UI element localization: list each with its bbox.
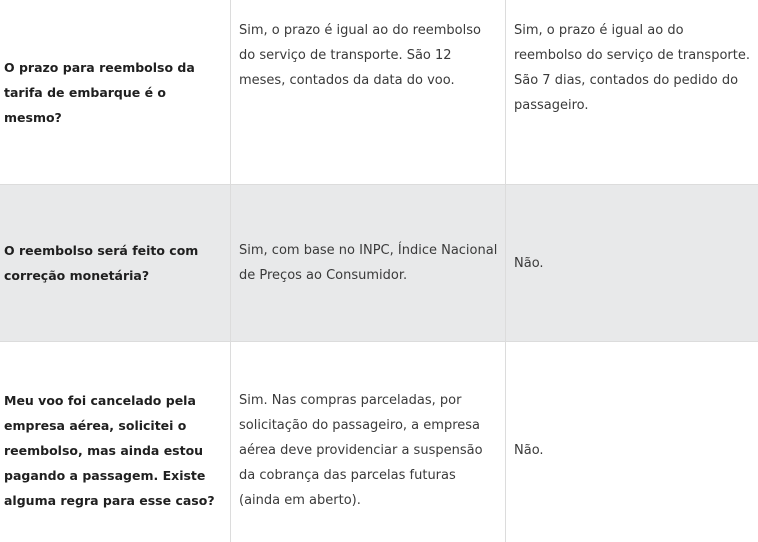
table-row — [0, 185, 758, 342]
answer-cell: Não. — [506, 185, 758, 342]
answer-cell: Sim, o prazo é igual ao do reembolso do serviço de transporte. São 7 dias, contados do pedido do passageiro. — [506, 0, 758, 185]
answer-cell: Sim. Nas compras parceladas, por solicitação do passageiro, a empresa aérea deve providenciar a suspensão da cobrança das parcelas futuras (ainda em aberto). — [231, 342, 506, 542]
question-cell: Meu voo foi cancelado pela empresa aérea, solicitei o reembolso, mas ainda estou pagando a passagem. Existe alguma regra para esse caso? — [0, 342, 231, 542]
table-row — [0, 0, 758, 185]
question-cell: O reembolso será feito com correção monetária? — [0, 185, 231, 342]
answer-cell: Sim, com base no INPC, Índice Nacional de Preços ao Consumidor. — [231, 185, 506, 342]
table-row — [0, 342, 758, 542]
answer-cell: Sim, o prazo é igual ao do reembolso do serviço de transporte. São 12 meses, contados da data do voo. — [231, 0, 506, 185]
question-cell: O prazo para reembolso da tarifa de embarque é o mesmo? — [4, 59, 195, 125]
answer-cell: Não. — [506, 342, 758, 542]
